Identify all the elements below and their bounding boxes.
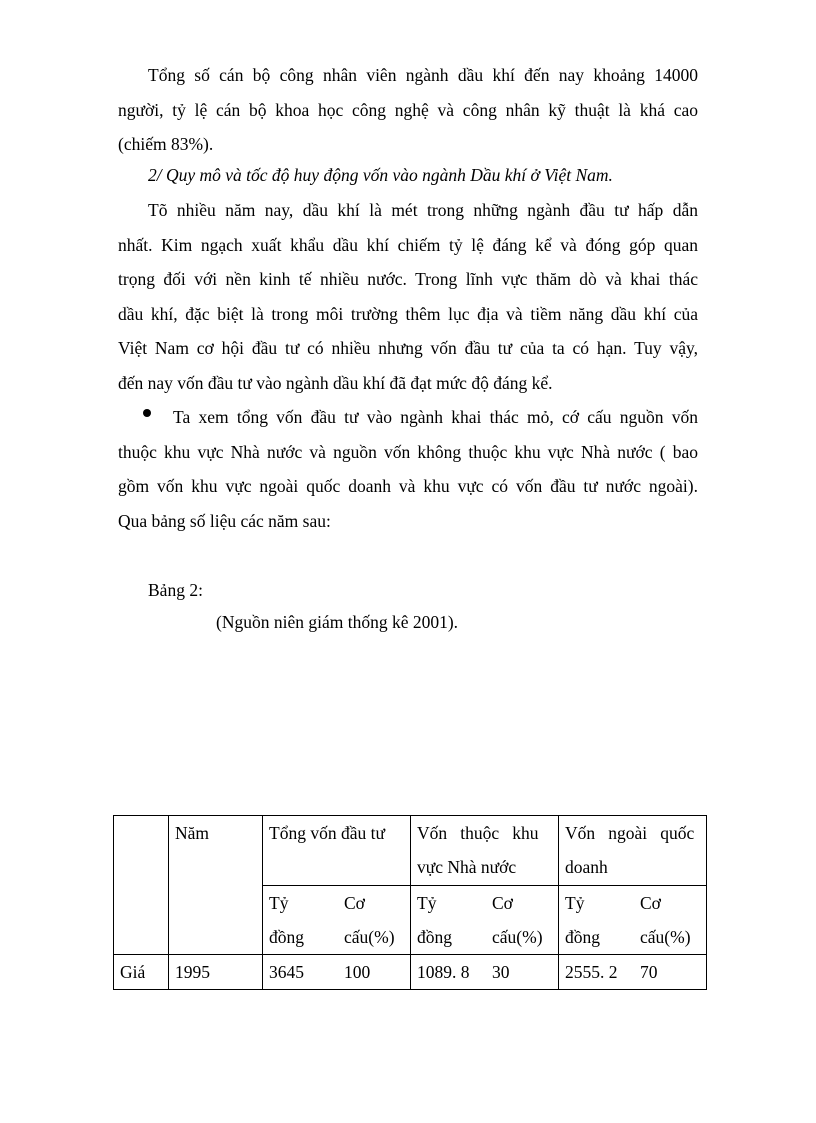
text-line: đến nay vốn đầu tư vào ngành dầu khí đã đạt mức độ đáng kể. — [118, 372, 553, 393]
subheader-line: đồng — [269, 926, 304, 947]
nonstate-header-cell — [559, 816, 707, 886]
text-line: Việt Nam cơ hội đầu tư có nhiều nhưng vốn đầu tư của ta có hạn. Tuy vậy, — [118, 338, 698, 358]
value-pair — [411, 955, 558, 989]
subheader-line: cấu(%) — [640, 926, 691, 947]
text-line: người, tỷ lệ cán bộ khoa học công nghệ và công nhân kỹ thuật là khá cao — [118, 99, 698, 120]
nonstate-values-cell — [559, 955, 707, 990]
total-values-cell — [263, 955, 411, 990]
unit-subheader — [565, 886, 600, 954]
state-subheader-cell — [411, 885, 559, 955]
text-line: Ta xem tổng vốn đầu tư vào ngành khai thác mỏ, cớ cấu nguồn vốn — [173, 407, 698, 427]
unit-subheader — [269, 886, 304, 954]
year-header-cell — [169, 816, 263, 955]
subheader-line: cấu(%) — [492, 926, 543, 947]
state-header-cell — [411, 816, 559, 886]
year-header: Năm — [175, 823, 210, 843]
header-line: doanh — [565, 857, 608, 877]
row-label: Giá — [120, 962, 146, 982]
nonstate-share: 70 — [640, 962, 658, 982]
state-values-cell — [411, 955, 559, 990]
subheader-pair — [411, 886, 558, 954]
subheader-line: cấu(%) — [344, 926, 395, 947]
total-value: 3645 — [269, 962, 304, 982]
paragraph-investment — [118, 193, 698, 400]
state-share: 30 — [492, 962, 510, 982]
share-subheader — [492, 886, 552, 954]
table-caption: Bảng 2: — [148, 580, 203, 600]
text-line: Tổng số cán bộ công nhân viên ngành dầu khí đến nay khoảng 14000 — [148, 65, 698, 85]
table-source: (Nguồn niên giám thống kê 2001). — [216, 612, 459, 632]
text-line: trọng đối với nền kinh tế nhiều nước. Trong lĩnh vực thăm dò và khai thác — [118, 269, 698, 289]
value-pair — [559, 955, 706, 989]
text-line: (chiếm 83%). — [118, 134, 214, 154]
section-heading: 2/ Quy mô và tốc độ huy động vốn vào ngành Dầu khí ở Việt Nam. — [148, 165, 613, 185]
table-row — [114, 955, 707, 990]
nonstate-subheader-cell — [559, 885, 707, 955]
subheader-line: Cơ — [492, 892, 513, 913]
paragraph-bullet — [118, 400, 698, 538]
header-line: vực Nhà nước — [417, 857, 517, 877]
value-pair — [263, 955, 410, 989]
text-line: gồm vốn khu vực ngoài quốc doanh và khu vực có vốn đầu tư nước ngoài). — [118, 476, 698, 496]
text-line: thuộc khu vực Nhà nước và nguồn vốn không thuộc khu vực Nhà nước ( bao — [118, 441, 698, 462]
subheader-line: Cơ — [344, 892, 365, 913]
table-corner-cell — [114, 816, 169, 955]
row-year: 1995 — [175, 962, 210, 982]
subheader-pair — [263, 886, 410, 954]
unit-subheader — [417, 886, 452, 954]
state-value: 1089. 8 — [417, 962, 470, 982]
paragraph-staff — [118, 58, 698, 162]
total-subheader-cell — [263, 885, 411, 955]
text-line: nhất. Kim ngạch xuất khẩu dầu khí chiếm tỷ lệ đáng kể và đóng góp quan — [118, 234, 698, 255]
table-header-row — [114, 816, 707, 886]
subheader-pair — [559, 886, 706, 954]
total-share: 100 — [344, 962, 371, 982]
row-label-cell — [114, 955, 169, 990]
text-line: Qua bảng số liệu các năm sau: — [118, 510, 331, 531]
subheader-line: đồng — [565, 926, 600, 947]
subheader-line: Tỷ — [269, 892, 289, 913]
text-line: dầu khí, đặc biệt là trong môi trường thêm lục địa và tiềm năng dầu khí của — [118, 303, 698, 324]
subheader-line: Tỷ — [565, 892, 585, 913]
text-line: Tõ nhiều năm nay, dầu khí là mét trong những ngành đầu tư hấp dẫn — [148, 200, 698, 220]
subheader-line: đồng — [417, 926, 452, 947]
nonstate-value: 2555. 2 — [565, 962, 618, 982]
header-line: Vốn thuộc khu — [417, 823, 539, 843]
total-header: Tổng vốn đầu tư — [269, 823, 385, 843]
header-line: Vốn ngoài quốc — [565, 823, 695, 843]
state-header — [411, 816, 558, 884]
share-subheader — [640, 886, 700, 954]
subheader-line: Tỷ — [417, 892, 437, 913]
row-year-cell — [169, 955, 263, 990]
nonstate-header — [559, 816, 706, 884]
share-subheader — [344, 886, 404, 954]
subheader-line: Cơ — [640, 892, 661, 913]
total-header-cell — [263, 816, 411, 886]
investment-table — [113, 815, 707, 990]
